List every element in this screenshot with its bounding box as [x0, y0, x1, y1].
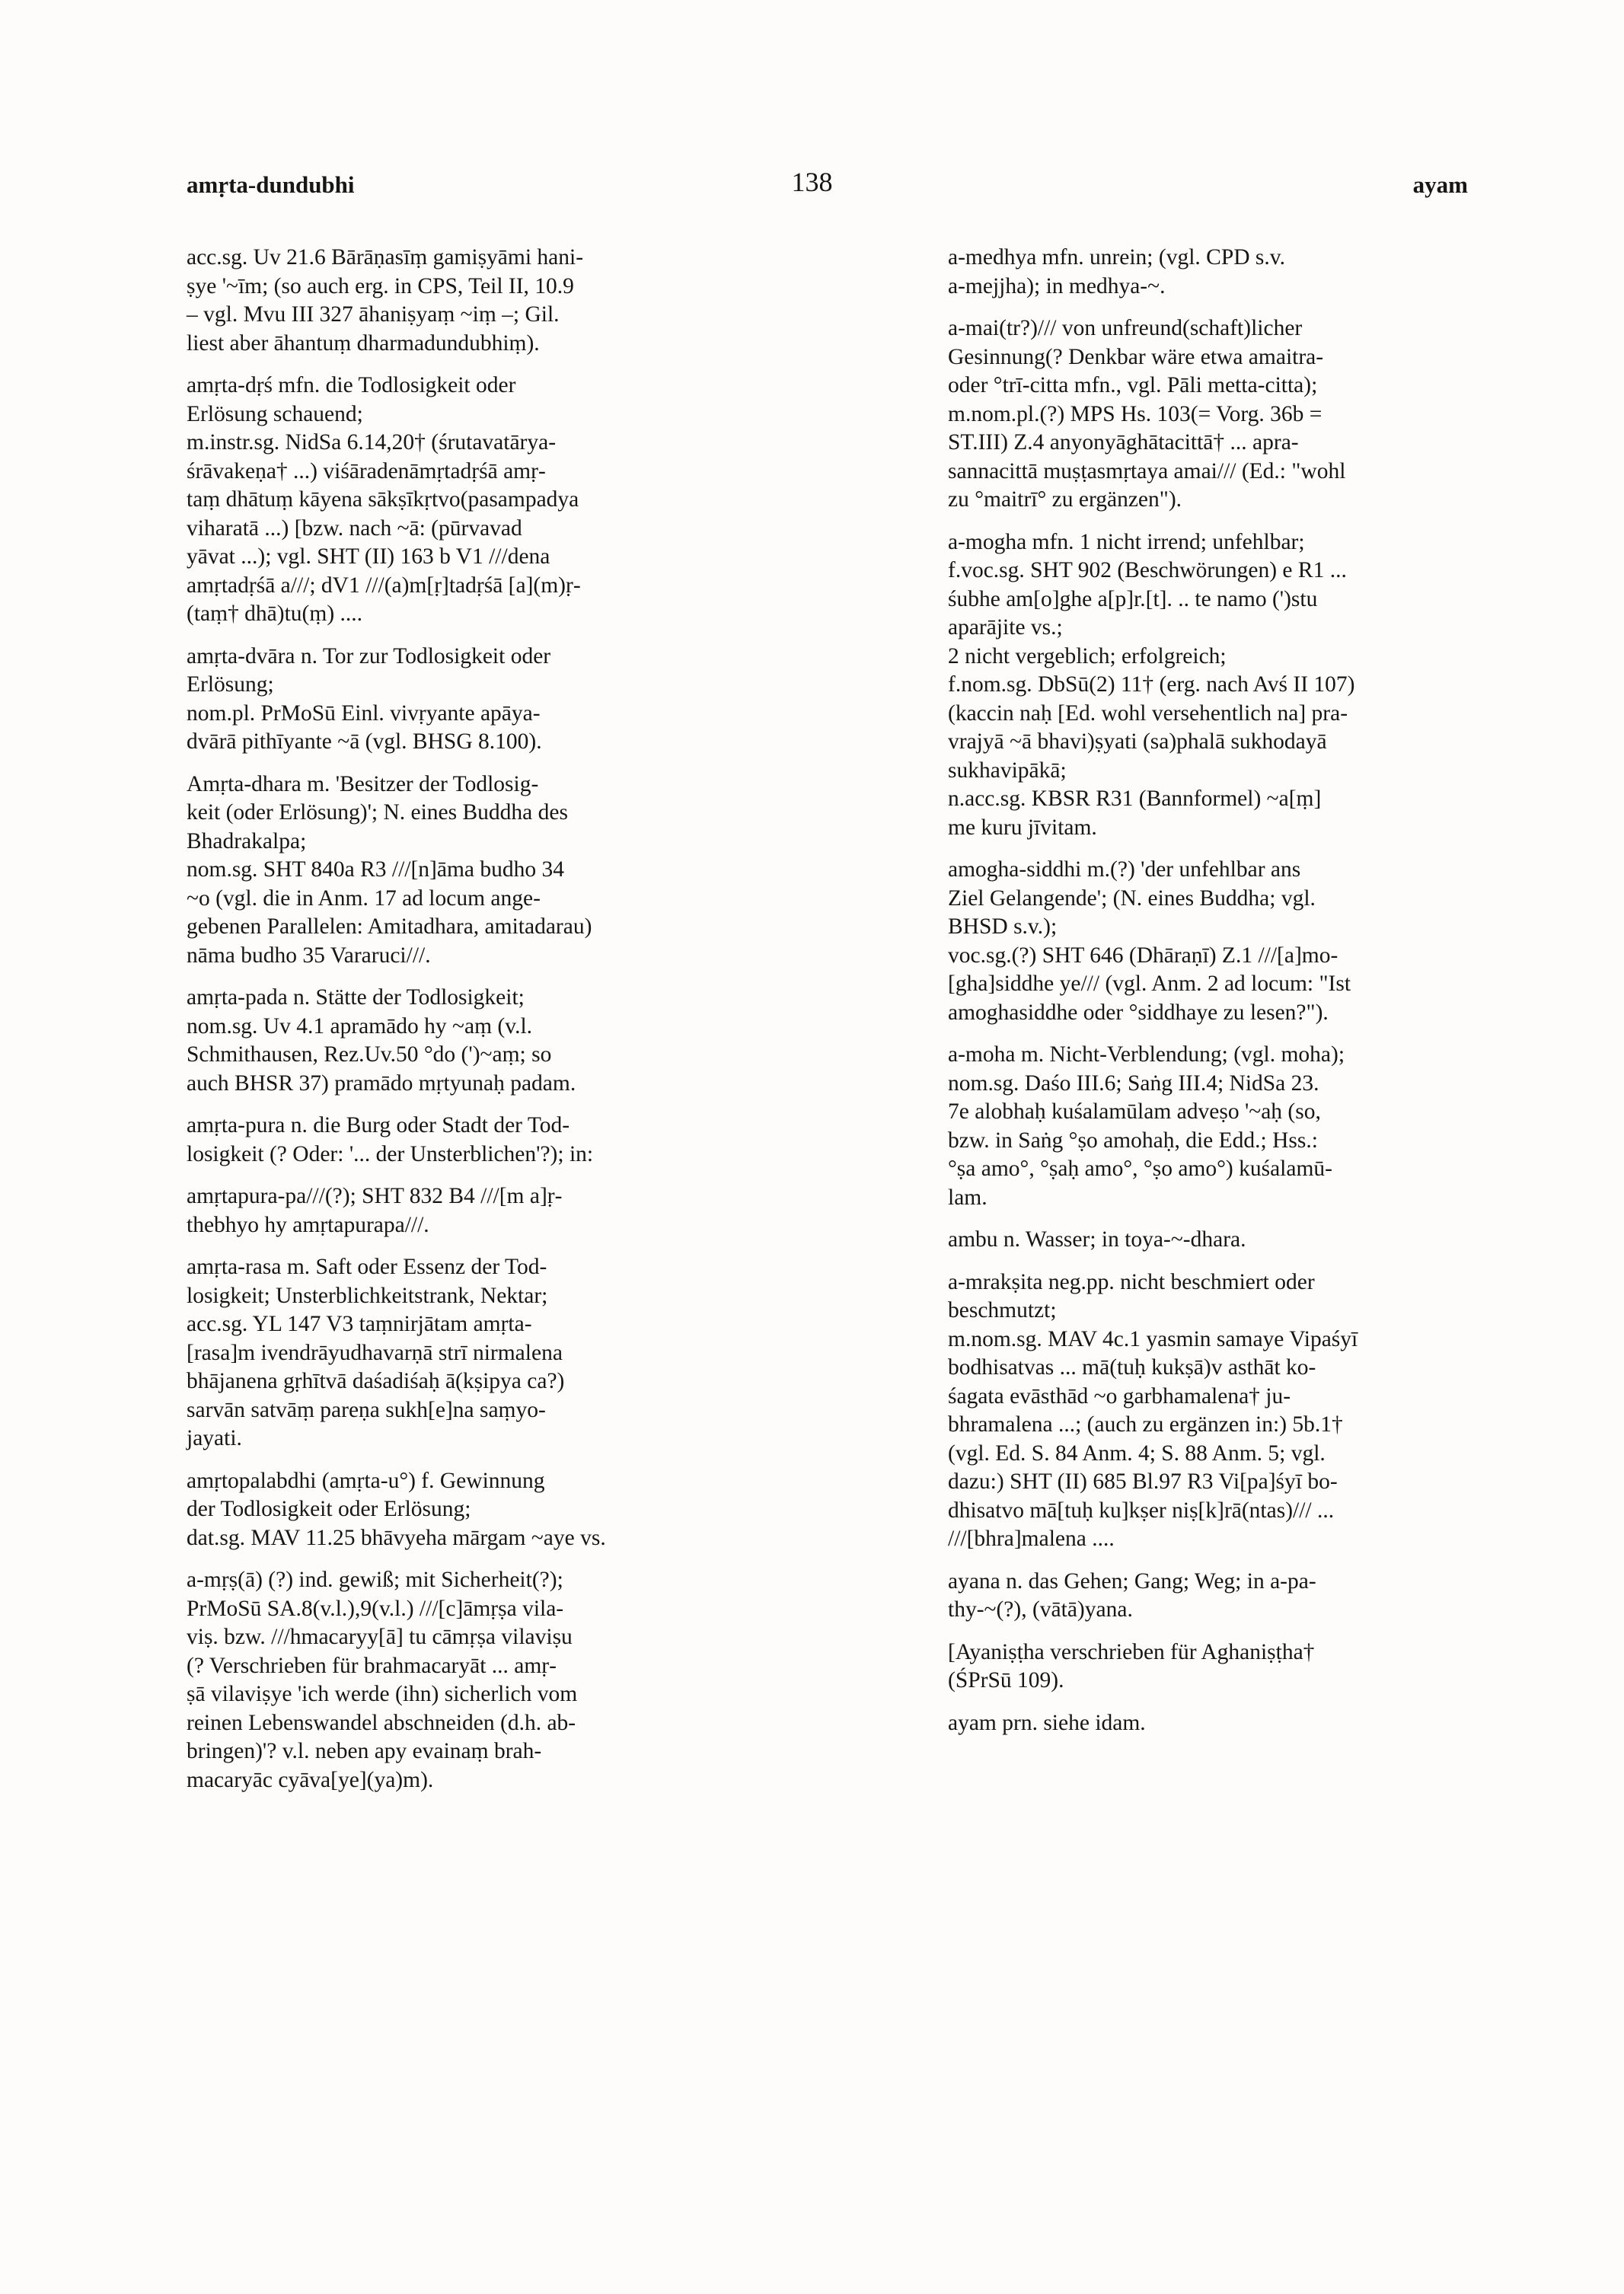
entry-line: dhisatvo mā[tuḥ ku]kṣer niṣ[k]rā(ntas)/// ... — [948, 1498, 1335, 1523]
entry-line: lam. — [948, 1185, 987, 1210]
entry-line: voc.sg.(?) SHT 646 (Dhāraṇī) Z.1 ///[a]mo- — [948, 943, 1338, 968]
entry-line: a-medhya mfn. unrein; (vgl. CPD s.v. — [948, 245, 1285, 270]
entry-line: bodhisatvas ... mā(tuḥ kukṣā)v asthāt ko- — [948, 1355, 1316, 1380]
entry-line: m.nom.sg. MAV 4c.1 yasmin samaye Vipaśyī — [948, 1326, 1358, 1351]
dictionary-entry — [948, 1268, 1473, 1554]
entry-line: nom.sg. Daśo III.6; Saṅg III.4; NidSa 23. — [948, 1070, 1319, 1096]
entry-line: viṣ. bzw. ///hmacaryy[ā] tu cāmṛṣa vilaviṣu — [187, 1625, 573, 1649]
entry-line: a-moha m. Nicht-Verblendung; (vgl. moha); — [948, 1042, 1345, 1067]
entry-line: sannacittā muṣṭasmṛtaya amai/// (Ed.: "wohl — [948, 458, 1346, 483]
entry-line: zu °maitrī° zu ergänzen"). — [948, 487, 1182, 512]
dictionary-entry — [187, 1253, 872, 1453]
entry-line: yāvat ...); vgl. SHT (II) 163 b V1 ///dena — [187, 544, 550, 569]
entry-line: liest aber āhantuṃ dharmadundubhiṃ). — [187, 330, 540, 356]
entry-line: śubhe am[o]ghe a[p]r.[t]. .. te namo (')stu — [948, 586, 1318, 611]
entry-line: vrajyā ~ā bhavi)ṣyati (sa)phalā sukhodayā — [948, 729, 1327, 754]
entry-line: amṛtopalabdhi (amṛta-u°) f. Gewinnung — [187, 1468, 545, 1493]
entry-line: amṛtapura-pa///(?); SHT 832 B4 ///[m a]ṛ- — [187, 1184, 563, 1208]
entry-line: me kuru jīvitam. — [948, 815, 1097, 840]
entry-line: dazu:) SHT (II) 685 Bl.97 R3 Vi[pa]śyī bo- — [948, 1469, 1338, 1494]
entry-line: 2 nicht vergeblich; erfolgreich; — [948, 643, 1227, 668]
dictionary-entry — [187, 984, 872, 1098]
entry-line: reinen Lebenswandel abschneiden (d.h. ab- — [187, 1710, 576, 1735]
entry-line: amṛta-dṛś mfn. die Todlosigkeit oder — [187, 373, 516, 397]
entry-line: acc.sg. YL 147 V3 taṃnirjātam amṛta- — [187, 1312, 532, 1336]
entry-line: (vgl. Ed. S. 84 Anm. 4; S. 88 Anm. 5; vgl. — [948, 1441, 1326, 1466]
entry-line: [Ayaniṣṭha verschrieben für Aghaniṣṭha† — [948, 1639, 1315, 1664]
entry-line: °ṣa amo°, °ṣaḥ amo°, °ṣo amo°) kuśalamū- — [948, 1157, 1332, 1181]
entry-line: amogha-siddhi m.(?) 'der unfehlbar ans — [948, 857, 1301, 882]
dictionary-entry — [948, 1568, 1473, 1625]
entry-line: beschmutzt; — [948, 1298, 1057, 1322]
entry-line: acc.sg. Uv 21.6 Bārāṇasīṃ gamiṣyāmi hani- — [187, 245, 584, 270]
entry-line: [rasa]m ivendrāyudhavarṇā strī nirmalena — [187, 1340, 563, 1365]
entry-line: thy-~(?), (vātā)yana. — [948, 1597, 1133, 1622]
dictionary-entry — [948, 314, 1473, 515]
entry-line: thebhyo hy amṛtapurapa///. — [187, 1212, 429, 1237]
entry-line: Erlösung; — [187, 672, 274, 697]
dictionary-entry — [187, 372, 872, 629]
running-head-left: amṛta-dundubhi — [187, 171, 355, 198]
dictionary-entry — [948, 244, 1473, 301]
entry-line: losigkeit (? Oder: '... der Unsterblichen'?); in: — [187, 1141, 594, 1166]
dictionary-entry — [187, 1566, 872, 1795]
dictionary-entry — [948, 1709, 1473, 1738]
entry-line: nom.sg. SHT 840a R3 ///[n]āma budho 34 — [187, 857, 565, 882]
entry-line: a-mejjha); in medhya-~. — [948, 273, 1166, 298]
right-column — [948, 244, 1473, 1751]
entry-line: Bhadrakalpa; — [187, 828, 307, 853]
entry-line: śagata evāsthād ~o garbhamalena† ju- — [948, 1383, 1291, 1409]
page-number: 138 — [791, 167, 833, 197]
entry-line: taṃ dhātuṃ kāyena sākṣīkṛtvo(pasampadya — [187, 487, 579, 512]
entry-line: a-mṛṣ(ā) (?) ind. gewiß; mit Sicherheit(?); — [187, 1568, 563, 1592]
entry-line: – vgl. Mvu III 327 āhaniṣyaṃ ~iṃ –; Gil. — [187, 302, 560, 327]
entry-line: dvārā pithīyante ~ā (vgl. BHSG 8.100). — [187, 729, 542, 754]
entry-line: sarvān satvāṃ pareṇa sukh[e]na saṃyo- — [187, 1397, 546, 1422]
entry-line: macaryāc cyāva[ye](ya)m). — [187, 1767, 434, 1792]
entry-line: bhramalena ...; (auch zu ergänzen in:) 5b.1† — [948, 1412, 1343, 1437]
entry-line: amoghasiddhe oder °siddhaye zu lesen?"). — [948, 1000, 1329, 1025]
entry-line: (ŚPrSū 109). — [948, 1668, 1064, 1693]
dictionary-entry — [187, 244, 872, 358]
entry-line: losigkeit; Unsterblichkeitstrank, Nektar; — [187, 1283, 548, 1308]
entry-line: Erlösung schauend; — [187, 401, 363, 426]
entry-line: amṛtadṛśā a///; dV1 ///(a)m[ṛ]tadṛśā [a](m)ṛ- — [187, 573, 581, 598]
entry-line: nāma budho 35 Vararuci///. — [187, 943, 431, 968]
entry-line: auch BHSR 37) pramādo mṛtyunaḥ padam. — [187, 1070, 576, 1096]
entry-line: (? Verschrieben für brahmacaryāt ... amṛ- — [187, 1653, 557, 1678]
entry-line: [gha]siddhe ye/// (vgl. Anm. 2 ad locum: "Ist — [948, 972, 1351, 996]
entry-line: dat.sg. MAV 11.25 bhāvyeha mārgam ~aye vs. — [187, 1525, 606, 1550]
entry-line: Ziel Gelangende'; (N. eines Buddha; vgl. — [948, 885, 1316, 911]
entry-line: ///[bhra]malena .... — [948, 1527, 1115, 1551]
entry-line: (taṃ† dhā)tu(ṃ) .... — [187, 601, 363, 626]
dictionary-entry — [187, 1112, 872, 1169]
entry-line: PrMoSū SA.8(v.l.),9(v.l.) ///[c]āmṛṣa vila- — [187, 1596, 564, 1621]
entry-line: aparājite vs.; — [948, 615, 1063, 640]
entry-line: amṛta-rasa m. Saft oder Essenz der Tod- — [187, 1255, 547, 1279]
entry-line: amṛta-pada n. Stätte der Todlosigkeit; — [187, 985, 525, 1010]
entry-line: ambu n. Wasser; in toya-~-dhara. — [948, 1227, 1246, 1252]
entry-line: (kaccin naḥ [Ed. wohl versehentlich na] pra- — [948, 700, 1348, 726]
running-head-right: ayam — [1412, 171, 1468, 198]
entry-line: amṛta-dvāra n. Tor zur Todlosigkeit oder — [187, 643, 551, 668]
entry-line: gebenen Parallelen: Amitadhara, amitadarau) — [187, 914, 592, 939]
entry-line: ṣye '~īm; (so auch erg. in CPS, Teil II, 10.9 — [187, 273, 574, 298]
entry-line: Gesinnung(? Denkbar wäre etwa amaitra- — [948, 344, 1324, 369]
entry-line: ayam prn. siehe idam. — [948, 1710, 1146, 1735]
entry-line: jayati. — [187, 1426, 242, 1450]
entry-line: śrāvakeṇa† ...) viśāradenāmṛtadṛśā amṛ- — [187, 458, 546, 483]
entry-line: bzw. in Saṅg °ṣo amohaḥ, die Edd.; Hss.: — [948, 1128, 1318, 1153]
entry-line: nom.pl. PrMoSū Einl. vivṛyante apāya- — [187, 700, 541, 726]
entry-line: f.voc.sg. SHT 902 (Beschwörungen) e R1 ... — [948, 558, 1347, 582]
entry-line: f.nom.sg. DbSū(2) 11† (erg. nach Avś II 107) — [948, 672, 1355, 697]
entry-line: ~o (vgl. die in Anm. 17 ad locum ange- — [187, 885, 541, 911]
entry-line: ST.III) Z.4 anyonyāghātacittā† ... apra- — [948, 430, 1299, 455]
entry-line: a-mai(tr?)/// von unfreund(schaft)licher — [948, 316, 1303, 340]
dictionary-entry — [948, 1638, 1473, 1696]
entry-line: nom.sg. Uv 4.1 apramādo hy ~aṃ (v.l. — [187, 1013, 533, 1039]
dictionary-entry — [948, 856, 1473, 1027]
entry-line: Amṛta-dhara m. 'Besitzer der Todlosig- — [187, 771, 539, 796]
dictionary-entry — [948, 1226, 1473, 1255]
entry-line: m.instr.sg. NidSa 6.14,20† (śrutavatārya- — [187, 430, 557, 455]
entry-line: a-mrakṣita neg.pp. nicht beschmiert oder — [948, 1269, 1315, 1294]
dictionary-entry — [187, 1182, 872, 1240]
left-column — [187, 244, 872, 1808]
entry-line: viharatā ...) [bzw. nach ~ā: (pūrvavad — [187, 515, 522, 541]
dictionary-entry — [187, 643, 872, 757]
dictionary-entry — [187, 771, 872, 971]
dictionary-entry — [948, 528, 1473, 843]
entry-line: Schmithausen, Rez.Uv.50 °do (')~aṃ; so — [187, 1042, 552, 1067]
entry-line: BHSD s.v.); — [948, 914, 1058, 939]
entry-line: keit (oder Erlösung)'; N. eines Buddha des — [187, 800, 568, 825]
entry-line: amṛta-pura n. die Burg oder Stadt der Tod- — [187, 1113, 570, 1137]
dictionary-entry — [187, 1467, 872, 1553]
entry-line: bhājanena gṛhītvā daśadiśaḥ ā(kṣipya ca?) — [187, 1369, 565, 1393]
entry-line: 7e alobhaḥ kuśalamūlam adveṣo '~aḥ (so, — [948, 1099, 1321, 1124]
entry-line: ṣā vilaviṣye 'ich werde (ihn) sicherlich vom — [187, 1682, 578, 1706]
entry-line: n.acc.sg. KBSR R31 (Bannformel) ~a[ṃ] — [948, 786, 1322, 811]
entry-line: oder °trī-citta mfn., vgl. Pāli metta-citta); — [948, 373, 1318, 397]
entry-line: bringen)'? v.l. neben apy evainaṃ brah- — [187, 1739, 542, 1763]
entry-line: m.nom.pl.(?) MPS Hs. 103(= Vorg. 36b = — [948, 401, 1322, 426]
entry-line: sukhavipākā; — [948, 758, 1067, 783]
dictionary-entry — [948, 1041, 1473, 1212]
entry-line: ayana n. das Gehen; Gang; Weg; in a-pa- — [948, 1568, 1316, 1594]
entry-line: a-mogha mfn. 1 nicht irrend; unfehlbar; — [948, 529, 1305, 554]
entry-line: der Todlosigkeit oder Erlösung; — [187, 1497, 471, 1521]
